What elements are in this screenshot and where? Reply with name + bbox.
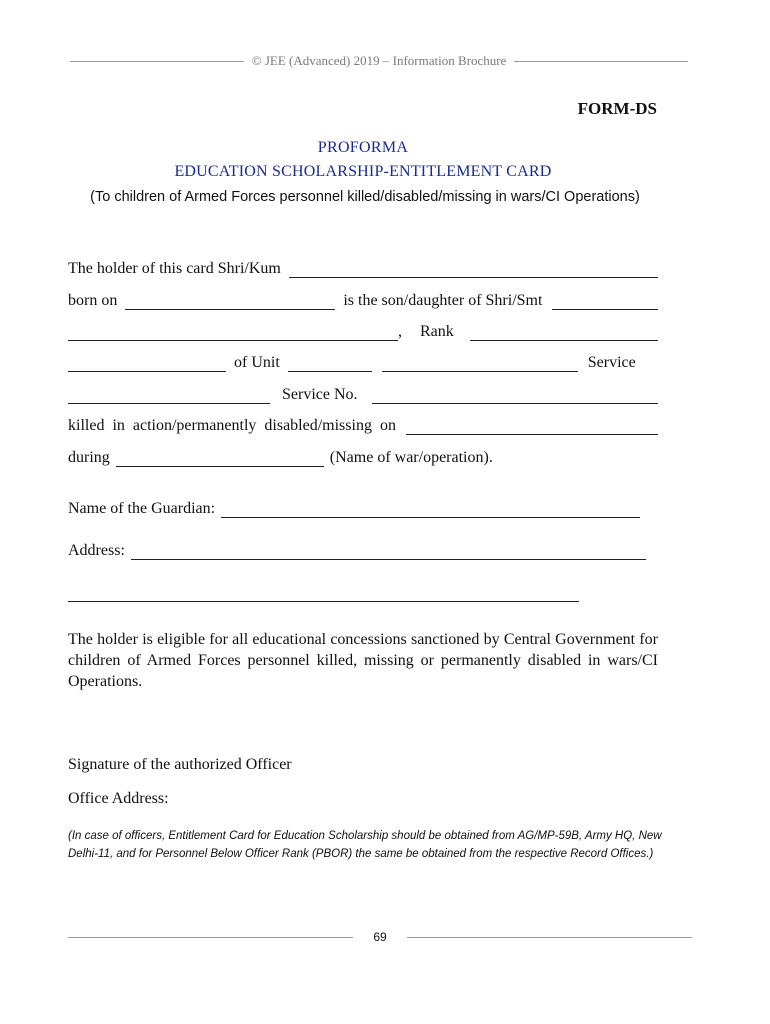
guardian-line [68, 498, 640, 518]
rank-field[interactable] [470, 326, 658, 341]
signature-label: Signature of the authorized Officer [68, 756, 292, 773]
during-line [68, 447, 658, 467]
killed-label: killed in action/permanently disabled/missing on [68, 417, 396, 434]
header-rule-right [514, 61, 688, 62]
header-rule-left [70, 61, 244, 62]
page-number: 69 [373, 930, 387, 944]
killed-line [68, 415, 658, 435]
unit-field[interactable] [288, 357, 372, 372]
footer-rule-left [68, 937, 353, 938]
form-id: FORM-DS [577, 99, 657, 118]
note-text: (In case of officers, Entitlement Card for Education Scholarship should be obtained from AG/MP-59B, Army HQ, New Delhi-11, and for Personnel Below Officer Rank (PBOR) the same be obtained from the respective Record Offices.) [68, 830, 662, 860]
born-line [68, 290, 658, 310]
page-footer [68, 927, 692, 947]
of-unit-label: of Unit [234, 354, 280, 371]
address-line-2 [68, 582, 579, 602]
address-field-2[interactable] [68, 587, 579, 602]
holder-name-field[interactable] [289, 263, 658, 278]
birth-date-field[interactable] [125, 295, 335, 310]
footer-rule-right [407, 937, 692, 938]
parent-name-field-start[interactable] [552, 295, 658, 310]
unit-field-cont[interactable] [382, 357, 578, 372]
holder-label: The holder of this card Shri/Kum [68, 260, 281, 277]
rank-field-cont[interactable] [68, 357, 226, 372]
during-label: during [68, 449, 110, 466]
service-field[interactable] [68, 389, 270, 404]
service-no-line [68, 384, 658, 404]
comma: , [398, 323, 402, 340]
header-text: © JEE (Advanced) 2019 – Information Brochure [251, 53, 507, 68]
guardian-label: Name of the Guardian: [68, 500, 216, 517]
title-card: EDUCATION SCHOLARSHIP-ENTITLEMENT CARD [174, 163, 552, 180]
incident-date-field[interactable] [406, 420, 658, 435]
unit-line [68, 352, 658, 372]
rank-label: Rank [420, 323, 454, 340]
address-label: Address: [68, 542, 125, 559]
war-name-field[interactable] [116, 452, 324, 467]
address-line [68, 540, 646, 560]
eligibility-text: The holder is eligible for all educational concessions sanctioned by Central Government for children of Armed Forces personnel killed, missing or permanently disabled in wars/CI Operations. [68, 631, 658, 690]
service-no-label: Service No. [282, 386, 358, 403]
title-proforma: PROFORMA [317, 139, 409, 156]
holder-line [68, 258, 658, 278]
son-daughter-label: is the son/daughter of Shri/Smt [343, 292, 543, 309]
service-no-field[interactable] [372, 389, 658, 404]
born-on-label: born on [68, 292, 118, 309]
office-address-label: Office Address: [68, 790, 169, 807]
parent-name-field[interactable] [68, 326, 398, 341]
rank-line [68, 321, 658, 341]
war-label: (Name of war/operation). [329, 449, 493, 466]
page-header [70, 51, 688, 71]
address-field[interactable] [131, 545, 646, 560]
subtitle: (To children of Armed Forces personnel killed/disabled/missing in wars/CI Operations) [90, 189, 640, 205]
service-label: Service [587, 354, 636, 371]
guardian-name-field[interactable] [221, 503, 640, 518]
